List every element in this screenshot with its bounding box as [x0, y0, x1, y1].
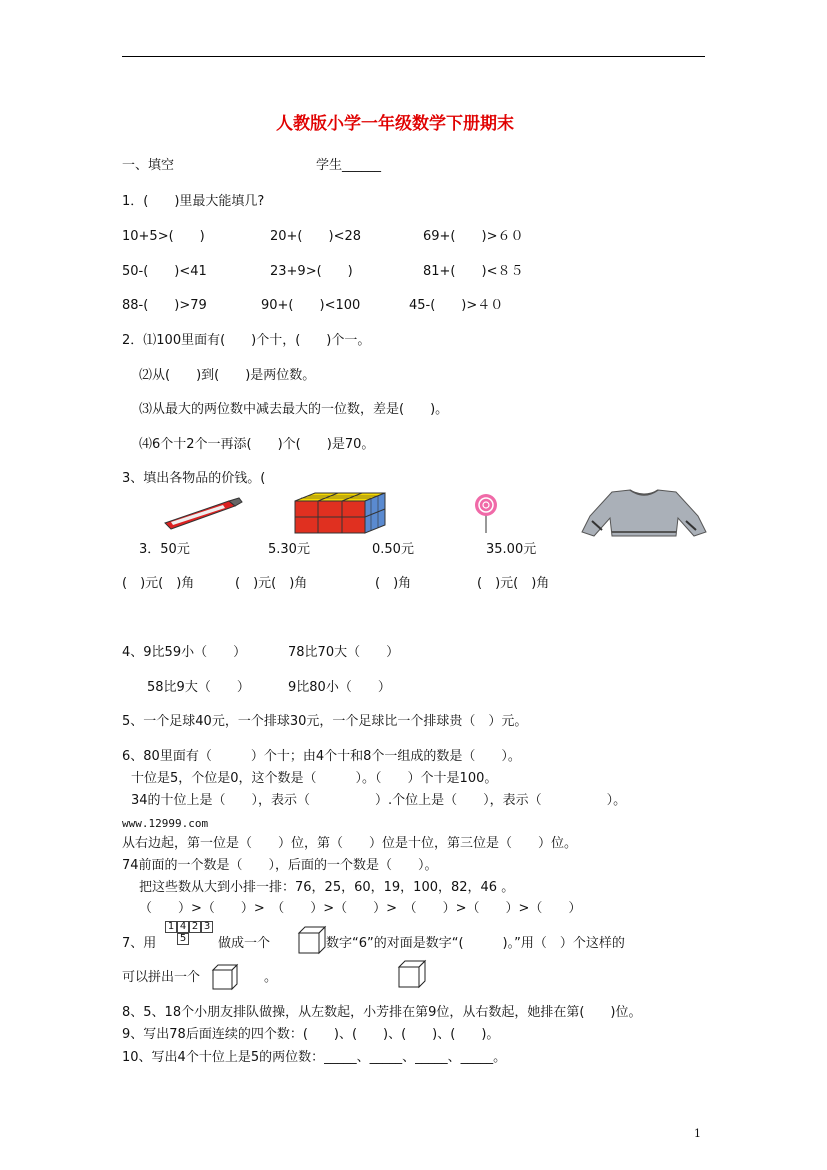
cube-icon [298, 926, 326, 954]
net-cell: 1 [165, 921, 177, 933]
watermark-url: www.12999.com [122, 817, 209, 830]
net-cell: 4 [177, 921, 189, 933]
q1-r2c2: 23+9>( ) [270, 264, 353, 279]
q2-line2: ⑵从( )到( )是两位数。 [139, 368, 316, 383]
q1-r2c3: 81+( )<８５ [423, 264, 524, 279]
q10-text: 10、写出4个十位上是5的两位数：_____、_____、_____、_____。 [122, 1050, 507, 1065]
q1-r1c3: 69+( )>６０ [423, 229, 524, 244]
price-lollipop: 0.50元 [372, 542, 414, 557]
q1-prompt: 1．( )里最大能填几? [122, 194, 265, 209]
answer-cube: ( )元( )角 [235, 576, 308, 591]
q1-r2c1: 50-( )<41 [122, 264, 207, 279]
student-name-field: 学生______ [316, 158, 382, 173]
q5-text: 5、一个足球40元，一个排球30元，一个足球比一个排球贵（ ）元。 [122, 714, 528, 729]
q4-a: 4、9比59小（ ） [122, 645, 247, 660]
price-cube: 5.30元 [268, 542, 310, 557]
q1-r3c2: 90+( )<100 [261, 298, 361, 313]
q6-line8: （ ）>（ ）> （ ）>（ ）> （ ）>（ ）>（ ） [139, 901, 582, 916]
cube-icon [398, 960, 426, 988]
q4-b: 78比70大（ ） [288, 645, 400, 660]
net-cell: 5 [177, 933, 189, 945]
q9-text: 9、写出78后面连续的四个数：( )、( )、( )、( )。 [122, 1027, 500, 1042]
page-title: 人教版小学一年级数学下册期末 [276, 114, 514, 134]
q8-text: 8、5、18个小朋友排队做操，从左数起，小芳排在第9位，从右数起，她排在第( )位。 [122, 1005, 642, 1020]
q7-prefix: 7、用 [122, 936, 157, 951]
q4-d: 9比80小（ ） [288, 680, 391, 695]
q3-prompt: 3、填出各物品的价钱。( [122, 471, 266, 486]
q1-r3c3: 45-( )>４０ [409, 298, 504, 313]
q1-r1c2: 20+( )<28 [270, 229, 362, 244]
header-rule [122, 56, 705, 57]
q6-line2: 十位是5，个位是0，这个数是（ ）。（ ）个十是100。 [131, 771, 498, 786]
sweater-image [582, 488, 706, 536]
lollipop-image [473, 493, 499, 533]
q2-line4: ⑷6个十2个一再添( )个( )是70。 [139, 437, 375, 452]
cube-net-figure [165, 921, 217, 947]
q6-line6: 74前面的一个数是（ ），后面的一个数是（ ）。 [122, 858, 438, 873]
q6-line3: 34的十位上是（ ），表示（ ）.个位上是（ ），表示（ ）。 [131, 793, 627, 808]
section-heading: 一、填空 [122, 158, 175, 173]
q1-r3c1: 88-( )>79 [122, 298, 207, 313]
q7-line2b: 。 [264, 970, 278, 985]
q7-suffix: 数字“6”的对面是数字“( )。”用（ ）个这样的 [326, 936, 625, 951]
price-toothpaste: 3．50元 [139, 542, 190, 557]
answer-toothpaste: ( )元( )角 [122, 576, 195, 591]
toothpaste-image [163, 497, 243, 531]
q2-line1: 2．⑴100里面有( )个十，( )个一。 [122, 333, 371, 348]
q1-r1c1: 10+5>( ) [122, 229, 205, 244]
q7-line2a: 可以拼出一个 [122, 970, 201, 985]
price-sweater: 35.00元 [486, 542, 537, 557]
answer-sweater: ( )元( )角 [477, 576, 550, 591]
q4-c: 58比9大（ ） [147, 680, 250, 695]
answer-lollipop: ( )角 [375, 576, 412, 591]
q6-line5: 从右边起，第一位是（ ）位，第（ ）位是十位，第三位是（ ）位。 [122, 836, 578, 851]
rubiks-cube-image [293, 491, 389, 535]
net-cell: 2 [189, 921, 201, 933]
q6-line7: 把这些数从大到小排一排：76，25，60，19，100，82，46 。 [139, 880, 515, 895]
net-cell: 3 [201, 921, 213, 933]
q2-line3: ⑶从最大的两位数中减去最大的一位数，差是( )。 [139, 402, 449, 417]
cube-icon [212, 964, 238, 990]
q6-line1: 6、80里面有（ ）个十；由4个十和8个一组成的数是（ ）。 [122, 749, 521, 764]
page-number: 1 [694, 1127, 701, 1140]
q7-mid: 做成一个 [218, 936, 271, 951]
